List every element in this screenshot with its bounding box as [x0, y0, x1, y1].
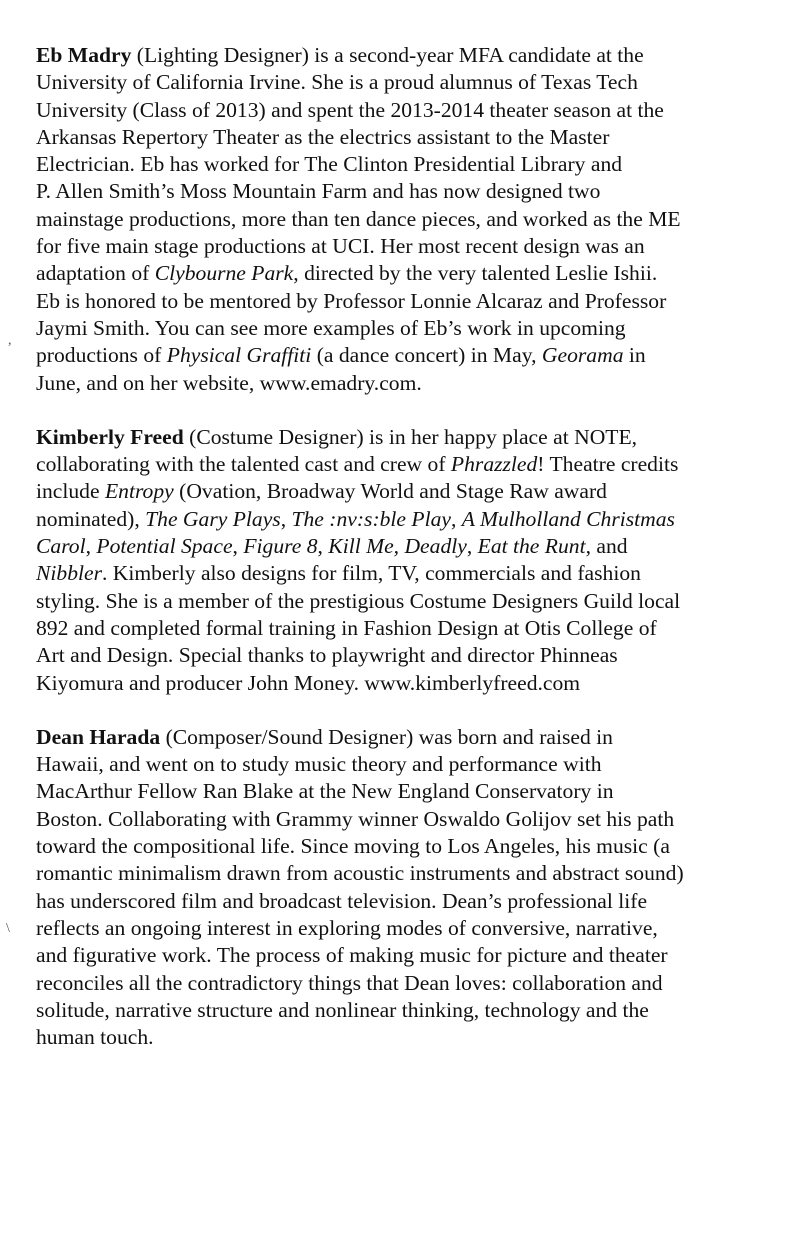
title-italic: Eat the Runt	[477, 534, 586, 559]
text-run: nominated),	[36, 506, 146, 531]
title-italic: Physical Graffiti	[166, 343, 312, 368]
text-line	[36, 915, 776, 942]
text-line	[36, 478, 776, 505]
text-run: romantic minimalism drawn from acoustic instruments and abstract sound)	[36, 861, 684, 886]
text-run: in	[623, 343, 646, 368]
bio-dean-harada	[36, 724, 776, 1052]
text-run: productions of	[36, 343, 167, 368]
bio-eb-madry	[36, 42, 776, 397]
text-line	[36, 151, 776, 178]
text-run: . Kimberly also designs for film, TV, commercials and fashion	[101, 561, 641, 586]
text-run: P. Allen Smith’s Moss Mountain Farm and has now designed two	[36, 179, 601, 204]
text-run: ! Theatre credits	[537, 452, 679, 477]
text-line	[36, 888, 776, 915]
text-run: ,	[232, 534, 244, 559]
text-line	[36, 615, 776, 642]
text-run: ,	[317, 534, 329, 559]
text-line	[36, 833, 776, 860]
text-line	[36, 751, 776, 778]
title-italic: Georama	[541, 343, 624, 368]
text-run: adaptation of	[36, 261, 155, 286]
text-line	[36, 942, 776, 969]
text-line	[36, 970, 776, 997]
text-run: Hawaii, and went on to study music theory and performance with	[36, 752, 602, 777]
title-italic: Potential Space	[96, 534, 233, 559]
text-run: University of California Irvine. She is a proud alumnus of Texas Tech	[36, 70, 638, 95]
text-run: June, and on her website, www.emadry.com.	[36, 370, 422, 395]
text-line	[36, 42, 776, 69]
text-run: ,	[466, 534, 478, 559]
title-italic: Phrazzled	[450, 452, 538, 477]
text-line	[36, 860, 776, 887]
text-run: 892 and completed formal training in Fashion Design at Otis College of	[36, 615, 657, 640]
title-italic: A Mulholland Christmas	[461, 506, 675, 531]
text-run: toward the compositional life. Since moving to Los Angeles, his music (a	[36, 834, 670, 859]
title-italic: The Gary Plays	[145, 506, 281, 531]
text-run: has underscored film and broadcast television. Dean’s professional life	[36, 888, 648, 913]
title-italic: Nibbler	[36, 561, 102, 586]
text-run: , directed by the very talented Leslie Ishii.	[293, 261, 658, 286]
text-run: ,	[85, 534, 97, 559]
text-run: MacArthur Fellow Ran Blake at the New England Conservatory in	[36, 779, 614, 804]
text-run: for five main stage productions at UCI. Her most recent design was an	[36, 234, 645, 259]
text-run: include	[36, 479, 105, 504]
text-run: University (Class of 2013) and spent the 2013-2014 theater season at the	[36, 97, 664, 122]
text-run: human touch.	[36, 1025, 154, 1050]
margin-tick: ,	[8, 333, 12, 348]
text-line	[36, 288, 776, 315]
person-name: Eb Madry	[36, 43, 132, 67]
text-line	[36, 642, 776, 669]
text-line	[36, 997, 776, 1024]
text-line	[36, 233, 776, 260]
text-run: collaborating with the talented cast and crew of	[36, 452, 451, 477]
text-run: Boston. Collaborating with Grammy winner Oswaldo Golijov set his path	[36, 806, 675, 831]
text-run: and figurative work. The process of making music for picture and theater	[36, 943, 668, 968]
text-line	[36, 533, 776, 560]
text-line	[36, 206, 776, 233]
text-line	[36, 370, 776, 397]
text-line	[36, 806, 776, 833]
text-run: ,	[280, 506, 292, 531]
text-run: Electrician. Eb has worked for The Clinton Presidential Library and	[36, 152, 623, 177]
text-run: reconciles all the contradictory things that Dean loves: collaboration and	[36, 970, 663, 995]
text-line	[36, 124, 776, 151]
text-line	[36, 670, 776, 697]
text-run: ,	[450, 506, 462, 531]
text-line	[36, 778, 776, 805]
title-italic: Figure 8	[243, 534, 318, 559]
text-run: mainstage productions, more than ten dance pieces, and worked as the ME	[36, 206, 681, 231]
text-run: Arkansas Repertory Theater as the electrics assistant to the Master	[36, 124, 610, 149]
text-run: (Lighting Designer) is a second-year MFA candidate at the	[131, 43, 644, 67]
text-line	[36, 97, 776, 124]
title-italic: Clybourne Park	[154, 261, 294, 286]
person-name: Dean Harada	[36, 724, 161, 749]
text-run: (Ovation, Broadway World and Stage Raw award	[173, 479, 607, 504]
text-line	[36, 724, 776, 751]
person-name: Kimberly Freed	[36, 424, 184, 449]
title-italic: Carol	[36, 534, 86, 559]
text-line	[36, 260, 776, 287]
text-run: (a dance concert) in May,	[311, 343, 542, 368]
title-italic: The :nv:s:ble Play	[291, 506, 451, 531]
text-line	[36, 178, 776, 205]
margin-tick: \	[6, 921, 10, 936]
bio-kimberly-freed	[36, 424, 776, 697]
text-line	[36, 506, 776, 533]
text-run: Jaymi Smith. You can see more examples of Eb’s work in upcoming	[36, 315, 626, 340]
text-run: (Composer/Sound Designer) was born and raised in	[160, 724, 613, 749]
text-run: , and	[585, 534, 628, 559]
title-italic: Kill Me, Deadly	[328, 534, 467, 559]
text-run: reflects an ongoing interest in exploring modes of conversive, narrative,	[36, 915, 658, 940]
text-run: Art and Design. Special thanks to playwright and director Phinneas	[36, 643, 618, 668]
text-line	[36, 560, 776, 587]
text-line	[36, 424, 776, 451]
text-run: Kiyomura and producer John Money. www.kimberlyfreed.com	[36, 670, 581, 695]
text-line	[36, 315, 776, 342]
text-run: solitude, narrative structure and nonlinear thinking, technology and the	[36, 997, 649, 1022]
text-run: (Costume Designer) is in her happy place at NOTE,	[183, 424, 638, 449]
text-line	[36, 451, 776, 478]
text-line	[36, 69, 776, 96]
text-line	[36, 1024, 776, 1051]
bios-page	[36, 42, 776, 1078]
text-line	[36, 342, 776, 369]
text-line	[36, 588, 776, 615]
text-run: Eb is honored to be mentored by Professor Lonnie Alcaraz and Professor	[36, 288, 667, 313]
title-italic: Entropy	[104, 479, 174, 504]
text-run: styling. She is a member of the prestigious Costume Designers Guild local	[36, 588, 681, 613]
